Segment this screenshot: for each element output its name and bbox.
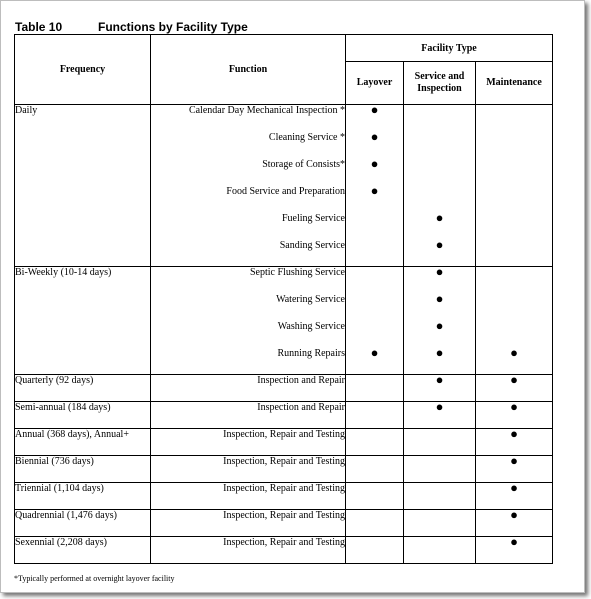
function-cell: Food Service and Preparation xyxy=(151,186,346,213)
table-row xyxy=(15,294,553,321)
layover-cell xyxy=(346,294,404,321)
layover-cell xyxy=(346,182,404,213)
layover-cell xyxy=(346,456,404,483)
service-inspection-cell xyxy=(404,209,476,240)
service-inspection-cell xyxy=(404,483,476,510)
maintenance-cell xyxy=(476,399,553,429)
service-inspection-cell xyxy=(404,264,476,294)
service-inspection-cell xyxy=(404,290,476,321)
frequency-cell: Sexennial (2,208 days) xyxy=(15,537,151,564)
bullet-dot-icon: ● xyxy=(510,453,518,468)
frequency-cell xyxy=(15,213,151,240)
maintenance-cell xyxy=(476,344,553,375)
frequency-cell: Daily xyxy=(15,105,151,132)
bullet-dot-icon: ● xyxy=(435,209,444,225)
maintenance-cell xyxy=(476,426,553,456)
layover-cell xyxy=(346,344,404,375)
bullet-dot-icon: ● xyxy=(370,344,379,360)
service-inspection-cell xyxy=(404,537,476,564)
service-inspection-cell xyxy=(404,105,476,132)
layover-cell xyxy=(346,240,404,267)
service-inspection-cell xyxy=(404,236,476,267)
service-inspection-cell xyxy=(404,399,476,429)
service-inspection-cell xyxy=(404,510,476,537)
frequency-cell xyxy=(15,132,151,159)
table-row xyxy=(15,267,553,294)
layover-cell xyxy=(346,321,404,348)
maintenance-cell xyxy=(476,240,553,267)
frequency-cell xyxy=(15,186,151,213)
frequency-cell xyxy=(15,294,151,321)
bullet-dot-icon: ● xyxy=(435,264,444,279)
header-service-inspection: Service and Inspection xyxy=(404,62,476,105)
service-inspection-cell xyxy=(404,159,476,186)
service-inspection-cell xyxy=(404,344,476,375)
maintenance-cell xyxy=(476,453,553,483)
function-cell: Inspection, Repair and Testing xyxy=(151,456,346,483)
function-cell: Watering Service xyxy=(151,294,346,321)
frequency-cell xyxy=(15,240,151,267)
service-inspection-cell xyxy=(404,132,476,159)
layover-cell xyxy=(346,102,404,132)
bullet-dot-icon: ● xyxy=(510,480,518,495)
bullet-dot-icon: ● xyxy=(510,344,518,360)
bullet-dot-icon: ● xyxy=(435,399,444,414)
facility-functions-table xyxy=(14,34,553,564)
table-row xyxy=(15,429,553,456)
frequency-cell: Quadrennial (1,476 days) xyxy=(15,510,151,537)
table-title xyxy=(15,20,248,34)
bullet-dot-icon: ● xyxy=(510,534,518,549)
maintenance-cell xyxy=(476,480,553,510)
bullet-dot-icon: ● xyxy=(370,102,379,117)
function-cell: Running Repairs xyxy=(151,348,346,375)
layover-cell xyxy=(346,267,404,294)
bullet-dot-icon: ● xyxy=(510,426,518,441)
maintenance-cell xyxy=(476,159,553,186)
bullet-dot-icon: ● xyxy=(435,290,444,306)
function-cell: Fueling Service xyxy=(151,213,346,240)
frequency-cell: Triennial (1,104 days) xyxy=(15,483,151,510)
function-cell: Storage of Consists* xyxy=(151,159,346,186)
table-row xyxy=(15,456,553,483)
maintenance-cell xyxy=(476,213,553,240)
table-row xyxy=(15,213,553,240)
table-title-text: Functions by Facility Type xyxy=(98,20,248,34)
function-cell: Cleaning Service * xyxy=(151,132,346,159)
table-row xyxy=(15,159,553,186)
service-inspection-cell xyxy=(404,186,476,213)
function-cell: Inspection, Repair and Testing xyxy=(151,537,346,564)
function-cell: Washing Service xyxy=(151,321,346,348)
table-body xyxy=(15,102,553,564)
maintenance-cell xyxy=(476,534,553,564)
service-inspection-cell xyxy=(404,429,476,456)
service-inspection-cell xyxy=(404,456,476,483)
layover-cell xyxy=(346,155,404,186)
service-inspection-cell xyxy=(404,372,476,402)
table-number: Table 10 xyxy=(15,20,63,34)
header-maintenance: Maintenance xyxy=(476,62,553,105)
header-function: Function xyxy=(151,35,346,105)
table-row xyxy=(15,375,553,402)
bullet-dot-icon: ● xyxy=(435,372,444,387)
frequency-cell: Semi-annual (184 days) xyxy=(15,402,151,429)
layover-cell xyxy=(346,483,404,510)
layover-cell xyxy=(346,402,404,429)
footnote: *Typically performed at overnight layover facility xyxy=(14,574,175,583)
layover-cell xyxy=(346,213,404,240)
maintenance-cell xyxy=(476,132,553,159)
table-row xyxy=(15,402,553,429)
bullet-dot-icon: ● xyxy=(370,128,379,144)
layover-cell xyxy=(346,128,404,159)
function-cell: Inspection, Repair and Testing xyxy=(151,429,346,456)
layover-cell xyxy=(346,429,404,456)
frequency-cell: Bi-Weekly (10-14 days) xyxy=(15,267,151,294)
bullet-dot-icon: ● xyxy=(435,344,444,360)
table-row xyxy=(15,483,553,510)
layover-cell xyxy=(346,510,404,537)
maintenance-cell xyxy=(476,186,553,213)
layover-cell xyxy=(346,375,404,402)
maintenance-cell xyxy=(476,321,553,348)
frequency-cell: Biennial (736 days) xyxy=(15,456,151,483)
frequency-cell: Annual (368 days), Annual+ xyxy=(15,429,151,456)
header-facility-type: Facility Type xyxy=(346,35,553,62)
table-row xyxy=(15,321,553,348)
function-cell: Inspection, Repair and Testing xyxy=(151,483,346,510)
table-row xyxy=(15,240,553,267)
frequency-cell: Quarterly (92 days) xyxy=(15,375,151,402)
bullet-dot-icon: ● xyxy=(435,236,444,252)
bullet-dot-icon: ● xyxy=(510,372,518,387)
maintenance-cell xyxy=(476,105,553,132)
function-cell: Sanding Service xyxy=(151,240,346,267)
table-row xyxy=(15,132,553,159)
function-cell: Inspection and Repair xyxy=(151,402,346,429)
table-row xyxy=(15,186,553,213)
function-cell: Calendar Day Mechanical Inspection * xyxy=(151,105,346,132)
maintenance-cell xyxy=(476,372,553,402)
function-cell: Inspection and Repair xyxy=(151,375,346,402)
table-row xyxy=(15,537,553,564)
layover-cell xyxy=(346,537,404,564)
maintenance-cell xyxy=(476,294,553,321)
bullet-dot-icon: ● xyxy=(370,182,379,198)
bullet-dot-icon: ● xyxy=(435,317,444,333)
frequency-cell xyxy=(15,348,151,375)
function-cell: Septic Flushing Service xyxy=(151,267,346,294)
service-inspection-cell xyxy=(404,317,476,348)
frequency-cell xyxy=(15,159,151,186)
bullet-dot-icon: ● xyxy=(370,155,379,171)
frequency-cell xyxy=(15,321,151,348)
maintenance-cell xyxy=(476,267,553,294)
table-row xyxy=(15,510,553,537)
header-layover: Layover xyxy=(346,62,404,105)
table-row xyxy=(15,348,553,375)
bullet-dot-icon: ● xyxy=(510,399,518,414)
table-row xyxy=(15,105,553,132)
header-frequency: Frequency xyxy=(15,35,151,105)
function-cell: Inspection, Repair and Testing xyxy=(151,510,346,537)
bullet-dot-icon: ● xyxy=(510,507,518,522)
maintenance-cell xyxy=(476,507,553,537)
